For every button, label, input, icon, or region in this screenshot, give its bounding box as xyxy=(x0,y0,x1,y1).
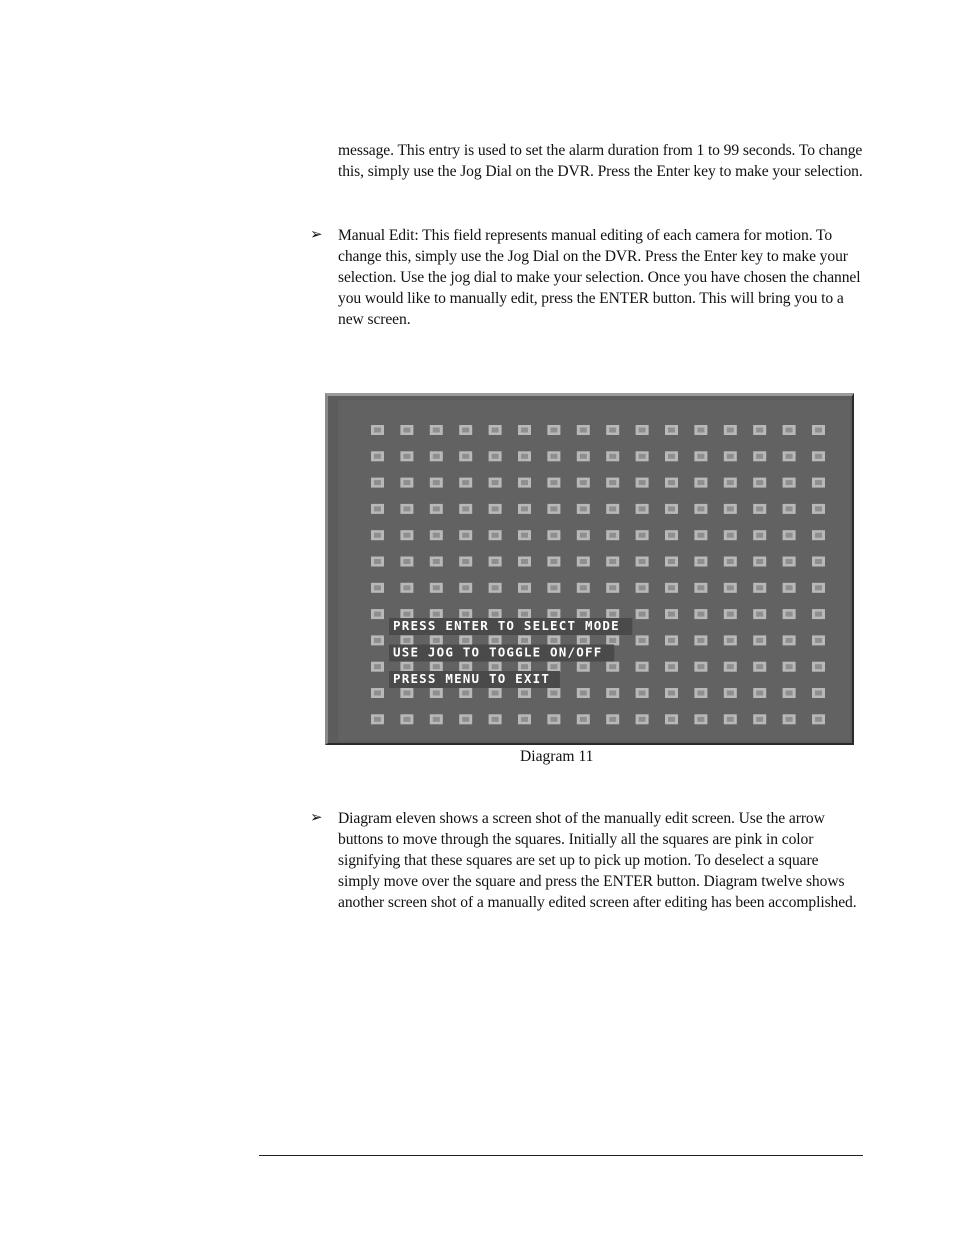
motion-cell xyxy=(489,425,502,435)
motion-cell xyxy=(577,557,590,567)
motion-cell xyxy=(783,451,796,461)
motion-cell xyxy=(812,609,825,619)
motion-cell xyxy=(577,451,590,461)
motion-cell xyxy=(636,609,649,619)
osd-instruction-line: PRESS MENU TO EXIT xyxy=(393,671,551,686)
motion-cell xyxy=(636,530,649,540)
motion-cell xyxy=(606,583,619,593)
motion-cell xyxy=(636,583,649,593)
motion-cell xyxy=(547,688,560,698)
motion-cell xyxy=(694,504,707,514)
dvr-screen-area xyxy=(338,400,850,741)
motion-cell xyxy=(430,451,443,461)
motion-cell xyxy=(371,478,384,488)
motion-cell xyxy=(400,583,413,593)
motion-cell xyxy=(783,609,796,619)
motion-cell xyxy=(489,504,502,514)
motion-cell xyxy=(812,635,825,645)
motion-cell xyxy=(606,714,619,724)
motion-cell xyxy=(489,557,502,567)
motion-cell xyxy=(636,688,649,698)
motion-cell xyxy=(783,635,796,645)
motion-cell xyxy=(606,688,619,698)
motion-cell xyxy=(665,662,678,672)
motion-cell xyxy=(400,425,413,435)
motion-cell xyxy=(724,425,737,435)
motion-cell xyxy=(812,478,825,488)
motion-cell xyxy=(694,714,707,724)
motion-cell xyxy=(783,583,796,593)
motion-cell xyxy=(694,662,707,672)
motion-cell xyxy=(518,478,531,488)
motion-cell xyxy=(694,530,707,540)
motion-cell xyxy=(606,425,619,435)
motion-cell xyxy=(694,451,707,461)
motion-cell xyxy=(430,478,443,488)
motion-cell xyxy=(636,557,649,567)
motion-cell xyxy=(371,557,384,567)
motion-cell xyxy=(665,609,678,619)
motion-cell xyxy=(577,714,590,724)
motion-cell xyxy=(694,635,707,645)
motion-cell xyxy=(753,557,766,567)
motion-cell xyxy=(606,504,619,514)
motion-cell xyxy=(518,714,531,724)
motion-cell xyxy=(694,609,707,619)
motion-cell xyxy=(489,530,502,540)
motion-cell xyxy=(753,530,766,540)
motion-cell xyxy=(694,425,707,435)
motion-cell xyxy=(724,635,737,645)
motion-cell xyxy=(753,714,766,724)
motion-cell xyxy=(577,530,590,540)
motion-cell xyxy=(783,557,796,567)
motion-cell xyxy=(783,662,796,672)
motion-cell xyxy=(812,504,825,514)
motion-cell xyxy=(694,478,707,488)
motion-cell xyxy=(665,714,678,724)
motion-cell xyxy=(371,425,384,435)
motion-cell xyxy=(812,451,825,461)
motion-cell xyxy=(430,425,443,435)
motion-cell xyxy=(783,425,796,435)
motion-cell xyxy=(636,504,649,514)
motion-cell xyxy=(665,635,678,645)
motion-cell xyxy=(694,557,707,567)
motion-cell xyxy=(489,478,502,488)
motion-cell xyxy=(577,583,590,593)
motion-cell xyxy=(636,425,649,435)
paragraph-diagram-eleven: Diagram eleven shows a screen shot of the manually edit screen. Use the arrow buttons to move through the squares. Initially all the squares are pink in color signifying that these squares are set up to pick up motion. To deselect a square simply move over the square and press the ENTER button. Diagram twelve shows another screen shot of a manually edited screen after editing has been accomplished. xyxy=(338,810,857,911)
motion-cell xyxy=(430,688,443,698)
motion-cell xyxy=(371,504,384,514)
motion-cell xyxy=(724,583,737,593)
motion-cell xyxy=(724,688,737,698)
motion-cell xyxy=(665,478,678,488)
motion-cell xyxy=(606,662,619,672)
motion-cell xyxy=(518,530,531,540)
motion-cell xyxy=(783,530,796,540)
motion-cell xyxy=(459,583,472,593)
motion-cell xyxy=(430,583,443,593)
motion-cell xyxy=(371,451,384,461)
motion-cell xyxy=(547,425,560,435)
motion-cell xyxy=(753,425,766,435)
bullet-arrow-icon: ➢ xyxy=(310,227,323,243)
motion-cell xyxy=(753,451,766,461)
paragraph-alarm-duration: message. This entry is used to set the alarm duration from 1 to 99 seconds. To change this, simply use the Jog Dial on the DVR. Press the Enter key to make your selection. xyxy=(338,142,863,180)
motion-cell xyxy=(547,478,560,488)
motion-cell xyxy=(459,425,472,435)
motion-cell xyxy=(400,688,413,698)
motion-cell xyxy=(371,688,384,698)
motion-cell xyxy=(724,557,737,567)
motion-cell xyxy=(783,478,796,488)
motion-cell xyxy=(547,714,560,724)
motion-cell xyxy=(665,557,678,567)
motion-cell xyxy=(400,451,413,461)
motion-cell xyxy=(724,714,737,724)
motion-cell xyxy=(518,451,531,461)
motion-cell xyxy=(547,451,560,461)
motion-cell xyxy=(783,714,796,724)
motion-cell xyxy=(636,478,649,488)
motion-cell xyxy=(547,557,560,567)
motion-cell xyxy=(400,478,413,488)
motion-cell xyxy=(812,688,825,698)
motion-cell xyxy=(636,635,649,645)
motion-cell xyxy=(577,688,590,698)
motion-cell xyxy=(489,451,502,461)
motion-cell xyxy=(371,662,384,672)
motion-cell xyxy=(636,714,649,724)
motion-cell xyxy=(606,478,619,488)
motion-cell xyxy=(518,504,531,514)
motion-cell xyxy=(459,478,472,488)
motion-cell xyxy=(753,478,766,488)
motion-cell xyxy=(812,530,825,540)
motion-cell xyxy=(430,530,443,540)
motion-cell xyxy=(518,425,531,435)
bullet-arrow-icon: ➢ xyxy=(310,810,323,826)
motion-cell xyxy=(753,635,766,645)
motion-cell xyxy=(606,635,619,645)
motion-cell xyxy=(606,557,619,567)
motion-cell xyxy=(812,662,825,672)
motion-cell xyxy=(518,557,531,567)
motion-cell xyxy=(724,530,737,540)
motion-cell xyxy=(577,425,590,435)
motion-cell xyxy=(430,504,443,514)
motion-cell xyxy=(665,425,678,435)
motion-cell xyxy=(724,451,737,461)
motion-cell xyxy=(489,688,502,698)
motion-cell xyxy=(812,583,825,593)
motion-cell xyxy=(665,583,678,593)
motion-cell xyxy=(783,504,796,514)
motion-cell xyxy=(577,478,590,488)
motion-cell xyxy=(547,504,560,514)
paragraph-manual-edit: Manual Edit: This field represents manual editing of each camera for motion. To change this, simply use the Jog Dial on the DVR. Press the Enter key to make your selection. Use the jog dial to make your selection. Once you have chosen the channel you would like to manually edit, press the ENTER button. This will bring you to a new screen. xyxy=(338,227,861,328)
motion-cell xyxy=(459,714,472,724)
motion-cell xyxy=(459,557,472,567)
motion-cell xyxy=(724,609,737,619)
motion-cell xyxy=(694,688,707,698)
motion-cell xyxy=(753,688,766,698)
motion-cell xyxy=(577,662,590,672)
motion-grid xyxy=(338,400,852,744)
dvr-screenshot xyxy=(325,393,854,745)
motion-cell xyxy=(371,609,384,619)
motion-cell xyxy=(606,451,619,461)
motion-cell xyxy=(430,557,443,567)
motion-cell xyxy=(665,504,678,514)
footer-divider xyxy=(259,1155,863,1156)
motion-cell xyxy=(430,714,443,724)
motion-cell xyxy=(753,504,766,514)
motion-cell xyxy=(518,583,531,593)
motion-cell xyxy=(400,714,413,724)
motion-cell xyxy=(665,451,678,461)
motion-cell xyxy=(459,451,472,461)
motion-cell xyxy=(812,425,825,435)
motion-cell xyxy=(459,688,472,698)
motion-cell xyxy=(783,688,796,698)
motion-cell xyxy=(665,530,678,540)
motion-cell xyxy=(400,530,413,540)
motion-cell xyxy=(400,504,413,514)
motion-cell xyxy=(371,714,384,724)
motion-cell xyxy=(459,504,472,514)
motion-cell xyxy=(547,530,560,540)
motion-cell xyxy=(606,530,619,540)
motion-cell xyxy=(753,583,766,593)
figure-caption: Diagram 11 xyxy=(520,748,594,765)
motion-cell xyxy=(636,662,649,672)
osd-instruction-line: PRESS ENTER TO SELECT MODE xyxy=(393,618,620,633)
motion-cell xyxy=(665,688,678,698)
motion-cell xyxy=(753,609,766,619)
motion-cell xyxy=(812,557,825,567)
motion-cell xyxy=(459,530,472,540)
motion-cell xyxy=(489,583,502,593)
motion-cell xyxy=(371,530,384,540)
osd-instruction-line: USE JOG TO TOGGLE ON/OFF xyxy=(393,644,603,660)
motion-cell xyxy=(489,714,502,724)
motion-cell xyxy=(518,688,531,698)
motion-cell xyxy=(547,583,560,593)
motion-cell xyxy=(371,635,384,645)
motion-cell xyxy=(724,662,737,672)
motion-cell xyxy=(753,662,766,672)
motion-cell xyxy=(400,557,413,567)
motion-cell xyxy=(694,583,707,593)
motion-cell xyxy=(577,504,590,514)
motion-cell xyxy=(724,478,737,488)
motion-cell xyxy=(724,504,737,514)
motion-cell xyxy=(812,714,825,724)
motion-cell xyxy=(636,451,649,461)
motion-cell xyxy=(371,583,384,593)
